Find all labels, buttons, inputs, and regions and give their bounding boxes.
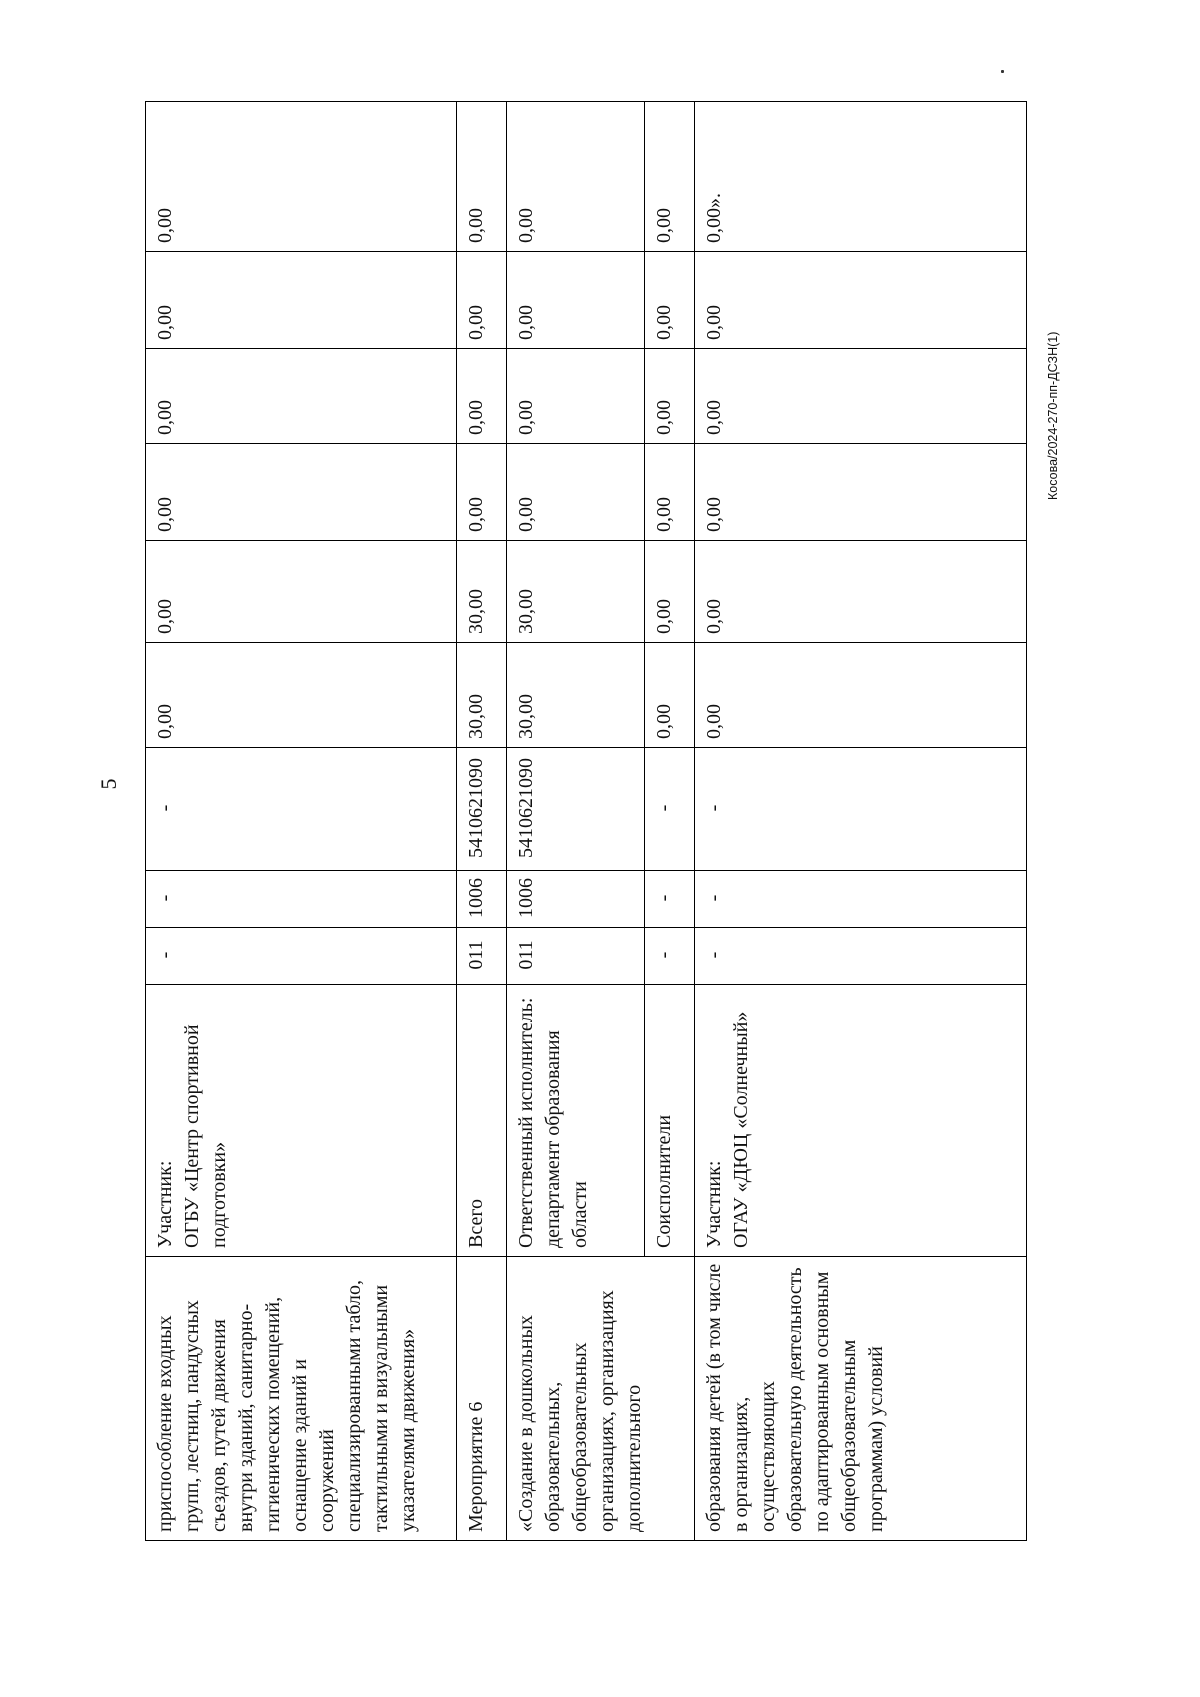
value-cell: 0,00 xyxy=(507,349,644,444)
grbs-cell: 011 xyxy=(507,928,644,985)
role-cell: Участник: ОГБУ «Центр спортивной подготовки» xyxy=(146,985,457,1257)
rz-cell: - xyxy=(644,871,695,928)
value-cell: 0,00 xyxy=(456,252,507,349)
table-row xyxy=(456,102,507,1541)
value-cell: 0,00 xyxy=(146,102,457,252)
activity-cell: приспособление входных групп, лестниц, пандусных съездов, путей движения внутри зданий, санитарно-гигиенических помещений, оснащение зданий и сооружений специализированными табло, тактильными и визуальными указателями движения» xyxy=(146,1257,457,1541)
table-container xyxy=(145,102,1027,1541)
table-row xyxy=(507,102,644,1541)
value-cell: 0,00 xyxy=(507,444,644,541)
rz-cell: - xyxy=(695,871,1027,928)
value-cell: 30,00 xyxy=(456,643,507,748)
program-table xyxy=(145,101,1027,1541)
value-cell: 0,00 xyxy=(146,349,457,444)
value-cell: 0,00 xyxy=(507,252,644,349)
rz-cell: - xyxy=(146,871,457,928)
value-cell: 0,00 xyxy=(644,349,695,444)
grbs-cell: - xyxy=(146,928,457,985)
value-cell: 0,00 xyxy=(644,643,695,748)
grbs-cell: - xyxy=(695,928,1027,985)
activity-cell: Мероприятие 6 xyxy=(456,1257,507,1541)
value-cell: 0,00». xyxy=(695,102,1027,252)
value-cell: 0,00 xyxy=(146,444,457,541)
value-cell: 0,00 xyxy=(695,643,1027,748)
scan-speck xyxy=(1001,70,1004,73)
csr-cell: - xyxy=(146,748,457,871)
csr-cell: - xyxy=(695,748,1027,871)
value-cell: 0,00 xyxy=(456,444,507,541)
role-cell: Всего xyxy=(456,985,507,1257)
value-cell: 0,00 xyxy=(644,444,695,541)
grbs-cell: 011 xyxy=(456,928,507,985)
csr-cell: - xyxy=(644,748,695,871)
value-cell: 0,00 xyxy=(695,252,1027,349)
value-cell: 0,00 xyxy=(695,349,1027,444)
value-cell: 30,00 xyxy=(507,541,644,643)
doc-code: Косова/2024-270-пп-ДСЗН(1) xyxy=(1046,331,1060,500)
table-row xyxy=(695,102,1027,1541)
role-cell: Соисполнители xyxy=(644,985,695,1257)
rz-cell: 1006 xyxy=(507,871,644,928)
value-cell: 0,00 xyxy=(456,349,507,444)
value-cell: 30,00 xyxy=(507,643,644,748)
value-cell: 0,00 xyxy=(146,643,457,748)
value-cell: 0,00 xyxy=(644,252,695,349)
csr-cell: 5410621090 xyxy=(456,748,507,871)
value-cell: 0,00 xyxy=(695,444,1027,541)
value-cell: 0,00 xyxy=(456,102,507,252)
value-cell: 0,00 xyxy=(146,541,457,643)
value-cell: 30,00 xyxy=(456,541,507,643)
role-cell: Участник: ОГАУ «ДЮЦ «Солнечный» xyxy=(695,985,1027,1257)
page-number: 5 xyxy=(96,778,121,790)
rz-cell: 1006 xyxy=(456,871,507,928)
value-cell: 0,00 xyxy=(695,541,1027,643)
doc-code-container xyxy=(1046,300,1064,500)
value-cell: 0,00 xyxy=(507,102,644,252)
value-cell: 0,00 xyxy=(644,102,695,252)
activity-cell: «Создание в дошкольных образовательных, общеобразовательных организациях, организациях дополнительного xyxy=(507,1257,695,1541)
value-cell: 0,00 xyxy=(644,541,695,643)
role-cell: Ответственный исполнитель: департамент образования области xyxy=(507,985,644,1257)
table-row xyxy=(146,102,457,1541)
grbs-cell: - xyxy=(644,928,695,985)
value-cell: 0,00 xyxy=(146,252,457,349)
activity-cell: образования детей (в том числе в организациях, осуществляющих образовательную деятельность по адаптированным основным общеобразовательным программам) условий xyxy=(695,1257,1027,1541)
csr-cell: 5410621090 xyxy=(507,748,644,871)
